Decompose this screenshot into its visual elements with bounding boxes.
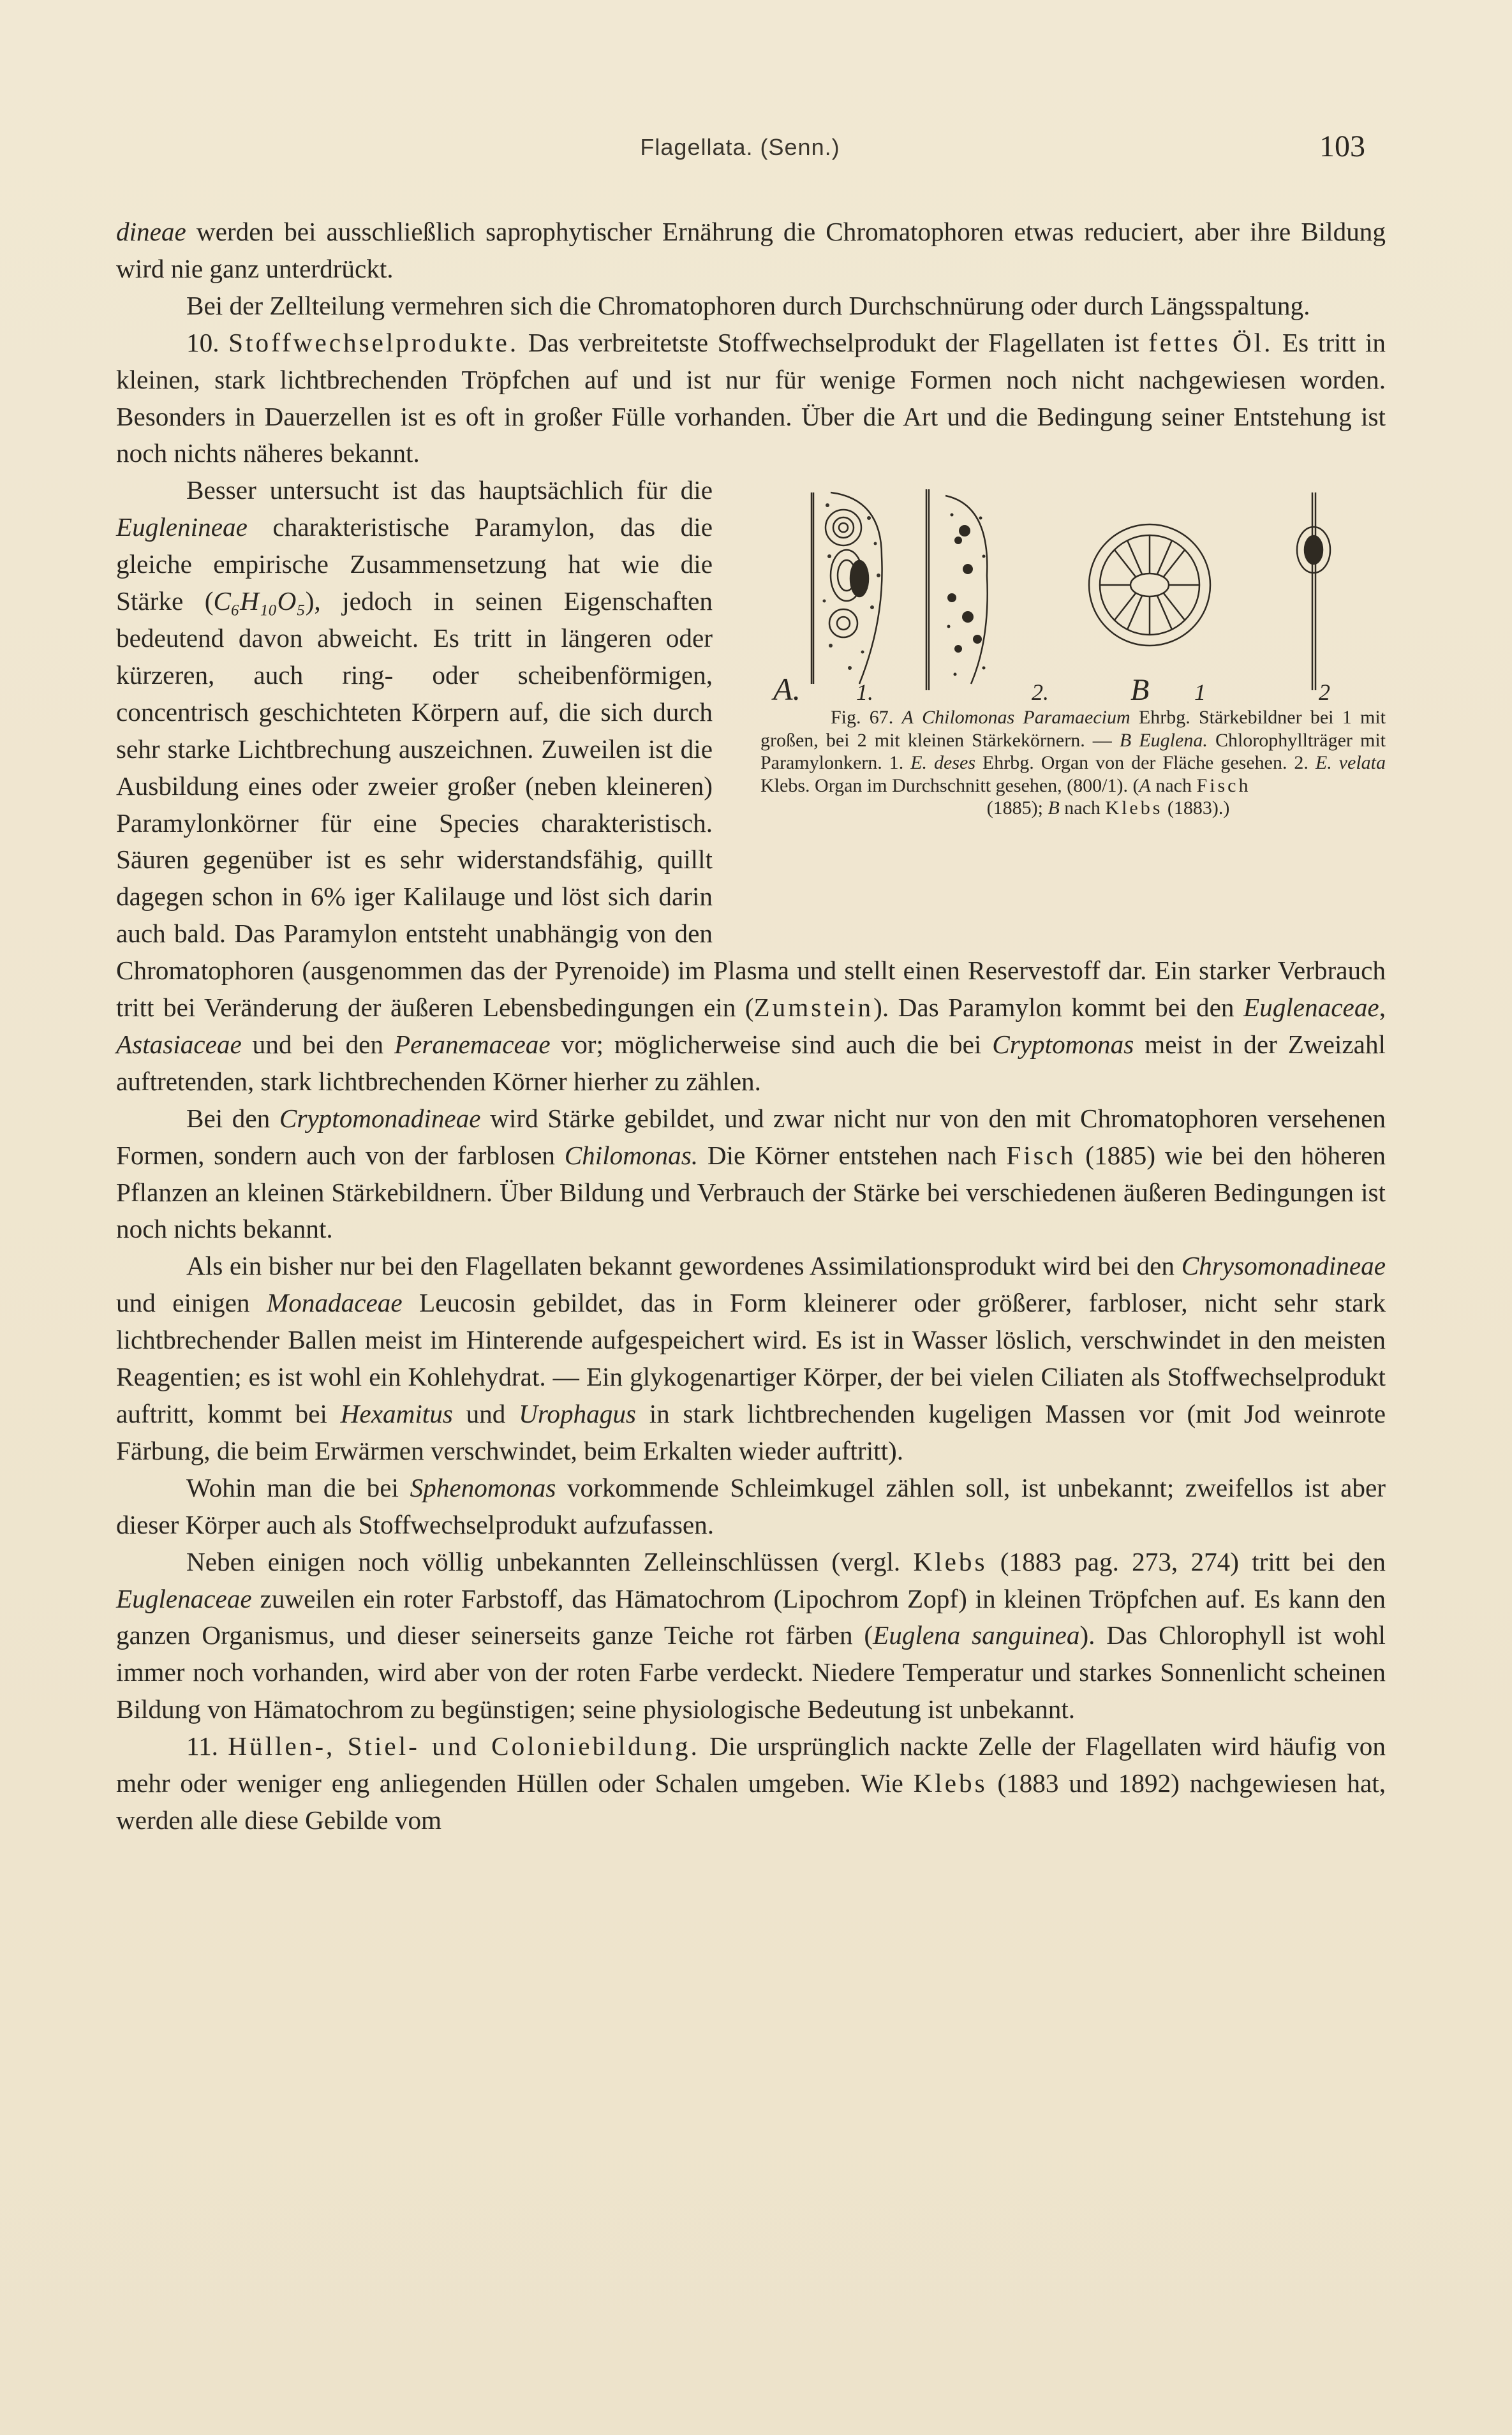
taxon-name: Monadaceae bbox=[266, 1288, 403, 1318]
paragraph-9-section-11 bbox=[116, 1728, 1386, 1839]
text-run: und einigen bbox=[116, 1288, 267, 1318]
text-run: Es tritt in kleinen, stark lichtbrechenden Tröpfchen auf und ist nur für wenige Formen noch nicht nachgewiesen worden. Besonders in Dauerzellen ist es oft in großer Fülle vorhanden. Über die Art und die Bedingung seiner Entstehung ist noch nichts näheres bekannt. bbox=[116, 327, 1386, 468]
text-run: charakteristische Paramylon, das die gleiche empirische Zusammensetzung hat wie die Stärke ( bbox=[116, 512, 713, 616]
section-number: 10. bbox=[186, 327, 229, 357]
text-run: in stark lichtbrechenden kugeligen Massen vor (mit Jod weinrote Färbung, die beim Erwärmen verschwindet, beim Erkalten wieder auftritt). bbox=[116, 1399, 1386, 1465]
emphasis-spaced: fettes Öl. bbox=[1148, 327, 1273, 357]
paramylon-disc-b1 bbox=[1089, 524, 1210, 646]
text-run: , bbox=[1379, 993, 1386, 1023]
page-number: 103 bbox=[1319, 130, 1365, 163]
label-A: A. bbox=[773, 671, 801, 704]
paragraph-4 bbox=[116, 472, 1386, 1100]
author-name: Klebs bbox=[913, 1768, 988, 1798]
text-run: Als ein bisher nur bei den Flagellaten bekannt gewordenes Assimilationsprodukt wird bei den bbox=[186, 1251, 1182, 1281]
chilomonas-cell-2 bbox=[926, 489, 988, 690]
caption-taxon: E. velata bbox=[1315, 752, 1386, 774]
label-B2: 2 bbox=[1319, 679, 1330, 704]
text-run: zuweilen ein roter Farbstoff, das Hämatochrom (Lipochrom Zopf) in kleinen Tröpfchen auf. Es kann den ganzen Organismus, und dieser seinerseits ganze Teiche rot färben ( bbox=[116, 1583, 1386, 1650]
chilomonas-cell-1 bbox=[812, 492, 882, 684]
label-A1: 1. bbox=[856, 679, 873, 704]
caption-text: nach bbox=[1059, 797, 1106, 819]
caption-text: nach bbox=[1150, 774, 1197, 796]
taxon-name: Sphenomonas bbox=[410, 1472, 556, 1502]
caption-author: Fisch bbox=[1196, 774, 1251, 796]
caption-text: Chlorophyllträger mit Paramylonkern. 1. bbox=[760, 729, 1386, 774]
paramylon-section-b2 bbox=[1297, 492, 1330, 690]
text-run: Besser untersucht ist das hauptsächlich für die bbox=[186, 475, 713, 505]
figure-67-illustration bbox=[748, 480, 1386, 703]
body-text bbox=[116, 214, 1386, 1839]
text-run: Die ursprünglich nackte Zelle der Flagellaten wird häufig von mehr oder weniger eng anliegenden Hüllen oder Schalen umgeben. Wie bbox=[116, 1731, 1386, 1798]
taxon-name: dineae bbox=[116, 217, 186, 246]
text-run: Das verbreitetste Stoffwechselprodukt der Flagellaten ist bbox=[519, 327, 1149, 357]
paragraph-1 bbox=[116, 214, 1386, 288]
taxon-name: Chrysomonadineae bbox=[1181, 1251, 1386, 1281]
text-run: und bbox=[452, 1399, 519, 1428]
taxon-name: Euglenineae bbox=[116, 512, 248, 542]
text-run: vorkommende Schleimkugel zählen soll, ist unbekannt; zweifellos ist aber dieser Körper auch als Stoffwechselprodukt aufzufassen. bbox=[116, 1472, 1386, 1539]
caption-taxon: Chilomonas Paramaecium bbox=[922, 707, 1130, 729]
paragraph-8 bbox=[116, 1544, 1386, 1729]
text-run: Neben einigen noch völlig unbekannten Zelleinschlüssen (vergl. bbox=[186, 1546, 914, 1576]
author-name: Zumstein bbox=[753, 993, 874, 1023]
taxon-name: Euglenaceae bbox=[1243, 993, 1379, 1023]
starch-grains-small bbox=[947, 514, 986, 676]
taxon-name: Euglenaceae bbox=[116, 1583, 252, 1613]
text-run: (1885) wie bei den höheren Pflanzen an kleinen Stärkebildnern. Über Bildung und Verbrauch der Stärke bei verschiedenen äußeren Bedingungen ist noch nichts bekannt. bbox=[116, 1140, 1386, 1244]
text-run: Wohin man die bei bbox=[186, 1472, 410, 1502]
caption-text: Klebs. Organ im Durchschnitt gesehen, (800/1). ( bbox=[760, 774, 1139, 796]
label-B: B bbox=[1130, 673, 1150, 704]
paragraph-7 bbox=[116, 1470, 1386, 1544]
text-run: und bei den bbox=[241, 1029, 394, 1059]
caption-taxon: Euglena. bbox=[1139, 729, 1208, 751]
section-number: 11. bbox=[186, 1731, 228, 1761]
text-run: Die Körner entstehen nach bbox=[698, 1140, 1007, 1170]
caption-text: Ehrbg. Stärkebildner bei 1 mit großen, bei 2 mit kleinen Stärkekörnern. — bbox=[760, 707, 1386, 751]
caption-label: B bbox=[1048, 797, 1060, 819]
figure-caption bbox=[760, 706, 1386, 820]
taxon-name: Peranemaceae bbox=[394, 1029, 551, 1059]
caption-text: (1885); bbox=[986, 797, 1048, 819]
paragraph-6 bbox=[116, 1248, 1386, 1469]
text-run: ). Das Chlorophyll ist wohl immer noch vorhanden, wird aber von der roten Farbe verdeckt. Niedere Temperatur und starkes Sonnenlicht scheinen Bildung von Hämatochrom zu begünstigen; seine physiologische Bedeutung ist unbekannt. bbox=[116, 1620, 1386, 1724]
taxon-name: Astasiaceae bbox=[116, 1029, 242, 1059]
text-run: wird Stärke gebildet, und zwar nicht nur von den mit Chromatophoren versehenen Formen, sondern auch von der farblosen bbox=[116, 1103, 1386, 1170]
taxon-name: Cryptomonas bbox=[992, 1029, 1134, 1059]
taxon-name: Urophagus bbox=[519, 1399, 636, 1428]
running-head: Flagellata. (Senn.) bbox=[640, 134, 840, 160]
caption-fig-number: Fig. 67. bbox=[831, 707, 894, 729]
text-run: Leucosin gebildet, das in Form kleinerer oder größerer, farbloser, nicht sehr stark lichtbrechender Ballen meist im Hinterende aufgespeichert wird. Es ist in Wasser löslich, verschwindet in den meisten Reagentien; es ist wohl ein Kohlehydrat. — Ein glykogenartiger Körper, der bei vielen Ciliaten als Stoffwechselprodukt auftritt, kommt bei bbox=[116, 1288, 1386, 1428]
page-header bbox=[115, 130, 1365, 179]
taxon-name: Cryptomonadineae bbox=[279, 1103, 481, 1133]
caption-text: Ehrbg. Organ von der Fläche gesehen. 2. bbox=[975, 752, 1316, 774]
paragraph-3-section-10 bbox=[116, 325, 1386, 473]
caption-label: B bbox=[1119, 729, 1132, 751]
caption-label: A bbox=[1139, 774, 1151, 796]
taxon-name: Chilomonas. bbox=[564, 1140, 699, 1170]
text-run: meist in der Zweizahl auftretenden, stark lichtbrechenden Körner hierher zu zählen. bbox=[116, 1029, 1386, 1096]
section-heading: Stoffwechselprodukte. bbox=[228, 327, 519, 357]
paragraph-2: Bei der Zellteilung vermehren sich die Chromatophoren durch Durchschnürung oder durch Längsspaltung. bbox=[186, 290, 1310, 320]
taxon-name: Euglena sanguinea bbox=[873, 1620, 1080, 1650]
chemical-formula: C₆H₁₀O₅ bbox=[213, 586, 306, 616]
text-run: vor; möglicherweise sind auch die bei bbox=[550, 1029, 993, 1059]
figure-67 bbox=[748, 480, 1386, 914]
caption-label: A bbox=[901, 707, 914, 729]
caption-author: Klebs bbox=[1105, 797, 1163, 819]
paragraph-5 bbox=[116, 1100, 1386, 1248]
label-B1: 1 bbox=[1194, 679, 1206, 704]
text-run: ). Das Paramylon kommt bei den bbox=[873, 993, 1243, 1023]
taxon-name: Hexamitus bbox=[340, 1399, 453, 1428]
author-name: Klebs bbox=[913, 1546, 988, 1576]
text-run: ), jedoch in seinen Eigenschaften bedeutend davon abweicht. Es tritt in längeren oder kürzeren, auch ring- oder scheibenförmigen, concentrisch geschichteten Körpern auf, die sich durch sehr starke Lichtbrechung auszeichnen. Zuweilen ist die Ausbildung eines oder zweier großer (neben kleineren) Paramylonkörner für eine Species charakteristisch. Säuren gegenüber ist es sehr widerstandsfähig, quillt dagegen schon in 6% iger Kalilauge und löst sich darin auch bald. Das Paramylon entsteht unabhängig von den Chromatophoren (ausgenommen das der Pyrenoide) im Plasma und stellt einen Reservestoff dar. Ein starker Verbrauch tritt bei Veränderung der äußeren Lebensbedingungen ein ( bbox=[116, 586, 1386, 1023]
text-run: (1883 pag. 273, 274) tritt bei den bbox=[987, 1546, 1386, 1576]
author-name: Fisch bbox=[1006, 1140, 1076, 1170]
section-heading: Hüllen-, Stiel- und Coloniebildung. bbox=[228, 1731, 700, 1761]
text-run: (1883 und 1892) nachgewiesen hat, werden alle diese Gebilde vom bbox=[116, 1768, 1386, 1835]
text-run: Bei den bbox=[186, 1103, 279, 1133]
text-run: werden bei ausschließlich saprophytischer Ernährung die Chromatophoren etwas reduciert, aber ihre Bildung wird nie ganz unterdrückt. bbox=[116, 217, 1386, 283]
caption-text: (1883).) bbox=[1162, 797, 1230, 819]
label-A2: 2. bbox=[1032, 679, 1049, 704]
caption-taxon: E. deses bbox=[910, 752, 975, 774]
